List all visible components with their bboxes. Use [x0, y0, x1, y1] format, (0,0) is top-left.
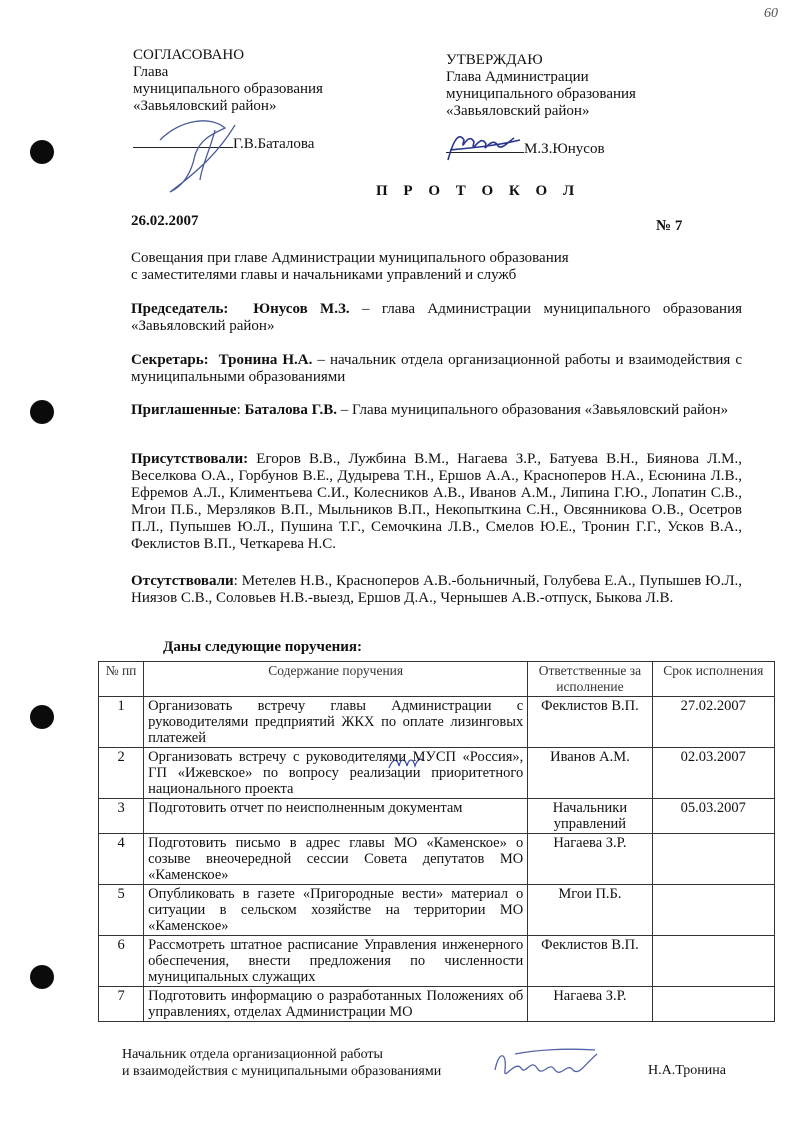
subject-line: с заместителями главы и начальниками управлений и служб: [131, 267, 517, 283]
signature-tronina: [485, 1040, 605, 1088]
row-text: Организовать встречу с руководителями МУСП «Россия», ГП «Ижевское» по вопросу реализации приоритетного национального проекта: [144, 748, 528, 799]
row-number: 7: [99, 987, 144, 1022]
table-row: [99, 936, 775, 987]
row-responsible: Нагаева З.Р.: [528, 987, 652, 1022]
row-deadline: [652, 987, 774, 1022]
row-number: 3: [99, 799, 144, 834]
row-responsible: Нагаева З.Р.: [528, 834, 652, 885]
table-header-row: [99, 662, 775, 697]
row-number: 2: [99, 748, 144, 799]
confirmed-line: муниципального образования: [446, 86, 636, 102]
table-row: [99, 885, 775, 936]
row-text: Подготовить информацию о разработанных Положениях об управлениях, отделах Администрации МО: [144, 987, 528, 1022]
confirmed-signer: М.З.Юнусов: [524, 141, 605, 157]
row-text: Подготовить отчет по неисполненным документам: [144, 799, 528, 834]
footer-signer: Н.А.Тронина: [648, 1063, 726, 1078]
row-deadline: [652, 936, 774, 987]
secretary-name: Тронина Н.А.: [218, 352, 313, 368]
binder-hole: [30, 705, 54, 729]
invited-text: – Глава муниципального образования «Завьяловский район»: [336, 402, 729, 418]
row-number: 4: [99, 834, 144, 885]
row-deadline: [652, 834, 774, 885]
footer-line: Начальник отдела организационной работы: [122, 1047, 383, 1062]
subject-line: Совещания при главе Администрации муниципального образования: [131, 250, 569, 266]
approved-line: Глава: [133, 64, 169, 80]
row-number: 6: [99, 936, 144, 987]
absent-paragraph: [131, 573, 742, 607]
chairman-paragraph: [131, 301, 742, 335]
present-paragraph: [131, 451, 742, 553]
row-number: 1: [99, 697, 144, 748]
row-responsible: Мгои П.Б.: [528, 885, 652, 936]
row-responsible: Иванов А.М.: [528, 748, 652, 799]
header-number: № пп: [99, 662, 144, 697]
signature-yunusov: [440, 120, 530, 170]
invited-paragraph: Приглашенные: Баталова Г.В. – Глава муниципального образования «Завьяловский район»: [131, 402, 729, 418]
row-number: 5: [99, 885, 144, 936]
secretary-text: – начальник отдела организационной работы и взаимодействия с муниципальными образованиями: [131, 352, 742, 385]
row-responsible: Начальники управлений: [528, 799, 652, 834]
confirmed-heading: УТВЕРЖДАЮ: [446, 52, 543, 68]
present-label: Присутствовали:: [131, 451, 249, 467]
table-row: [99, 799, 775, 834]
confirmed-line: «Завьяловский район»: [446, 103, 590, 119]
signature-batalova: [140, 110, 260, 200]
approved-line: «Завьяловский район»: [133, 98, 277, 114]
chairman-text: – глава Администрации муниципального образования «Завьяловский район»: [131, 301, 742, 334]
approved-signer: Г.В.Баталова: [233, 136, 315, 152]
row-responsible: Феклистов В.П.: [528, 697, 652, 748]
approved-heading: СОГЛАСОВАНО: [133, 47, 245, 63]
header-content: Содержание поручения: [144, 662, 528, 697]
secretary-label: Секретарь:: [131, 352, 209, 368]
row-text: Опубликовать в газете «Пригородные вести» материал о ситуации в сельском хозяйстве на территории МО «Каменское»: [144, 885, 528, 936]
row-text: Рассмотреть штатное расписание Управления инженерного обеспечения, внести предложения по численности муниципальных служащих: [144, 936, 528, 987]
protocol-date: 26.02.2007: [131, 213, 199, 229]
row-text: Организовать встречу главы Администрации с руководителями предприятий ЖКХ по оплате лизинговых платежей: [144, 697, 528, 748]
table-row: [99, 748, 775, 799]
binder-hole: [30, 965, 54, 989]
table-row: [99, 987, 775, 1022]
document-title: П Р О Т О К О Л: [376, 183, 581, 199]
row-text: Подготовить письмо в адрес главы МО «Каменское» о созыве внеочередной сессии Совета депутатов МО «Каменское»: [144, 834, 528, 885]
table-row: [99, 697, 775, 748]
row-responsible: Феклистов В.П.: [528, 936, 652, 987]
chairman-name: Юнусов М.З.: [253, 301, 350, 317]
header-deadline: Срок исполнения: [652, 662, 774, 697]
row-deadline: 05.03.2007: [652, 799, 774, 834]
absent-text: : Метелев Н.В., Красноперов А.В.-больничный, Голубева Е.А., Пупышев Ю.Л., Ниязов С.В., Соловьев Н.В.-выезд, Ершов Д.А., Чернышев А.В.-отпуск, Быкова Л.В.: [131, 573, 742, 606]
protocol-subject: [131, 250, 569, 284]
approved-line: муниципального образования: [133, 81, 323, 97]
chairman-label: Председатель:: [131, 301, 229, 317]
page-number: 60: [764, 6, 778, 21]
secretary-paragraph: [131, 352, 742, 386]
header-responsible: Ответственные за исполнение: [528, 662, 652, 697]
table-row: [99, 834, 775, 885]
orders-heading: Даны следующие поручения:: [163, 639, 363, 655]
present-text: Егоров В.В., Лужбина В.М., Нагаева З.Р., Батуева В.Н., Биянова Л.М., Веселкова О.А., Горбунов В.Е., Дудырева Т.Н., Ершов А.А., Красноперов Н.А., Есюнина Л.В., Ефремов А.Л., Климентьева С.И., Колесников А.В., Иванов А.М., Липина Г.Ю., Лопатин С.В., Мгои П.Б., Мерзляков В.П., Мыльников В.П., Некопыткина С.Н., Овсянникова О.В., Осетров П.Л., Пупышев Ю.Л., Пушина Т.Г., Семочкина Л.В., Смелов Ю.Е., Тронин Г.Г., Усков В.А., Феклистов В.П., Четкарева Н.С.: [131, 451, 742, 552]
binder-hole: [30, 400, 54, 424]
protocol-number: № 7: [656, 218, 683, 234]
confirmed-line: Глава Администрации: [446, 69, 589, 85]
binder-hole: [30, 140, 54, 164]
absent-label: Отсутствовали: [131, 573, 234, 589]
orders-table: [98, 661, 775, 1022]
invited-label: Приглашенные: [131, 402, 237, 418]
row-deadline: 27.02.2007: [652, 697, 774, 748]
row-deadline: 02.03.2007: [652, 748, 774, 799]
row-deadline: [652, 885, 774, 936]
invited-name: Баталова Г.В.: [244, 402, 337, 418]
footer-position: [122, 1046, 441, 1080]
footer-line: и взаимодействия с муниципальными образованиями: [122, 1064, 442, 1079]
